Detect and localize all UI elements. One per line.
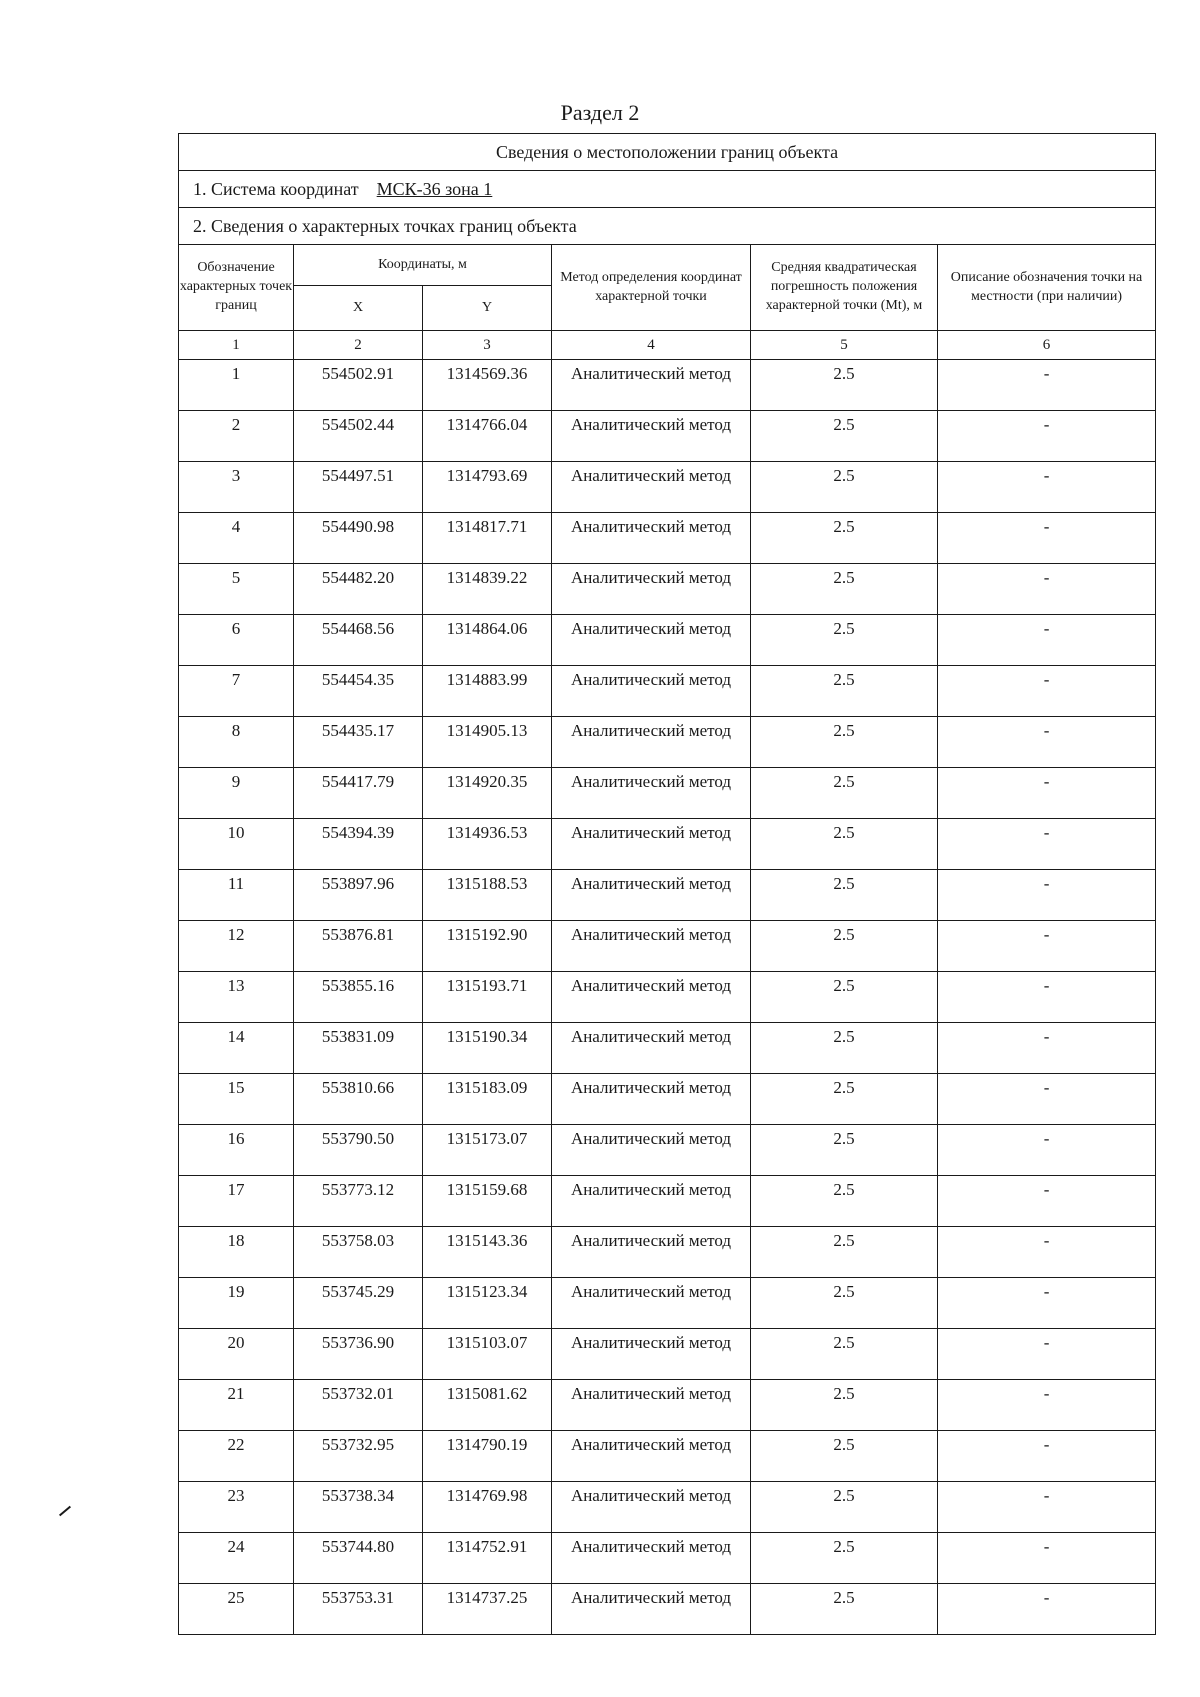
boundary-points-table (178, 133, 1156, 1635)
y-coordinate-cell: 1315183.09 (423, 1074, 552, 1125)
point-number-cell: 21 (179, 1380, 294, 1431)
point-number-cell: 8 (179, 717, 294, 768)
error-cell: 2.5 (751, 1278, 938, 1329)
y-coordinate-cell: 1314769.98 (423, 1482, 552, 1533)
method-cell: Аналитический метод (552, 870, 751, 921)
x-coordinate-cell: 553736.90 (294, 1329, 423, 1380)
x-coordinate-cell: 553732.95 (294, 1431, 423, 1482)
error-cell: 2.5 (751, 717, 938, 768)
point-number-cell: 7 (179, 666, 294, 717)
x-coordinate-cell: 553758.03 (294, 1227, 423, 1278)
description-cell: - (938, 360, 1156, 411)
header-error: Средняя квадратическая погрешность положения характерной точки (Mt), м (751, 245, 938, 331)
method-cell: Аналитический метод (552, 513, 751, 564)
error-cell: 2.5 (751, 870, 938, 921)
column-number: 5 (751, 331, 938, 360)
method-cell: Аналитический метод (552, 1482, 751, 1533)
x-coordinate-cell: 553744.80 (294, 1533, 423, 1584)
error-cell: 2.5 (751, 921, 938, 972)
method-cell: Аналитический метод (552, 768, 751, 819)
method-cell: Аналитический метод (552, 972, 751, 1023)
description-cell: - (938, 819, 1156, 870)
error-cell: 2.5 (751, 1125, 938, 1176)
y-coordinate-cell: 1315193.71 (423, 972, 552, 1023)
description-cell: - (938, 768, 1156, 819)
method-cell: Аналитический метод (552, 1227, 751, 1278)
y-coordinate-cell: 1314864.06 (423, 615, 552, 666)
method-cell: Аналитический метод (552, 1074, 751, 1125)
point-number-cell: 15 (179, 1074, 294, 1125)
column-number: 6 (938, 331, 1156, 360)
point-number-cell: 22 (179, 1431, 294, 1482)
description-cell: - (938, 972, 1156, 1023)
x-coordinate-cell: 553790.50 (294, 1125, 423, 1176)
x-coordinate-cell: 553876.81 (294, 921, 423, 972)
x-coordinate-cell: 553745.29 (294, 1278, 423, 1329)
x-coordinate-cell: 553855.16 (294, 972, 423, 1023)
error-cell: 2.5 (751, 1023, 938, 1074)
method-cell: Аналитический метод (552, 564, 751, 615)
y-coordinate-cell: 1314817.71 (423, 513, 552, 564)
table-row (179, 615, 1156, 666)
table-row (179, 768, 1156, 819)
point-number-cell: 4 (179, 513, 294, 564)
error-cell: 2.5 (751, 1380, 938, 1431)
y-coordinate-cell: 1314883.99 (423, 666, 552, 717)
table-row (179, 1329, 1156, 1380)
point-number-cell: 16 (179, 1125, 294, 1176)
point-number-cell: 25 (179, 1584, 294, 1635)
table-row (179, 870, 1156, 921)
header-designation: Обозначение характерных точек границ (179, 245, 294, 331)
header-method: Метод определения координат характерной точки (552, 245, 751, 331)
method-cell: Аналитический метод (552, 411, 751, 462)
error-cell: 2.5 (751, 666, 938, 717)
table-row (179, 513, 1156, 564)
y-coordinate-cell: 1315192.90 (423, 921, 552, 972)
x-coordinate-cell: 554502.44 (294, 411, 423, 462)
description-cell: - (938, 1074, 1156, 1125)
method-cell: Аналитический метод (552, 1125, 751, 1176)
description-cell: - (938, 666, 1156, 717)
coordinate-system-row (179, 171, 1156, 208)
description-cell: - (938, 870, 1156, 921)
method-cell: Аналитический метод (552, 1533, 751, 1584)
point-number-cell: 10 (179, 819, 294, 870)
table-row (179, 921, 1156, 972)
point-number-cell: 12 (179, 921, 294, 972)
x-coordinate-cell: 554435.17 (294, 717, 423, 768)
y-coordinate-cell: 1315190.34 (423, 1023, 552, 1074)
x-coordinate-cell: 553753.31 (294, 1584, 423, 1635)
method-cell: Аналитический метод (552, 819, 751, 870)
table-row (179, 819, 1156, 870)
y-coordinate-cell: 1314790.19 (423, 1431, 552, 1482)
table-row (179, 1074, 1156, 1125)
point-number-cell: 18 (179, 1227, 294, 1278)
x-coordinate-cell: 554394.39 (294, 819, 423, 870)
table-row (179, 1227, 1156, 1278)
method-cell: Аналитический метод (552, 462, 751, 513)
table-row (179, 972, 1156, 1023)
y-coordinate-cell: 1315173.07 (423, 1125, 552, 1176)
table-row (179, 1533, 1156, 1584)
error-cell: 2.5 (751, 411, 938, 462)
point-number-cell: 24 (179, 1533, 294, 1584)
error-cell: 2.5 (751, 1584, 938, 1635)
error-cell: 2.5 (751, 1482, 938, 1533)
table-row (179, 411, 1156, 462)
method-cell: Аналитический метод (552, 615, 751, 666)
y-coordinate-cell: 1314905.13 (423, 717, 552, 768)
x-coordinate-cell: 553897.96 (294, 870, 423, 921)
x-coordinate-cell: 553810.66 (294, 1074, 423, 1125)
point-number-cell: 1 (179, 360, 294, 411)
method-cell: Аналитический метод (552, 666, 751, 717)
column-number: 1 (179, 331, 294, 360)
x-coordinate-cell: 554502.91 (294, 360, 423, 411)
description-cell: - (938, 717, 1156, 768)
method-cell: Аналитический метод (552, 360, 751, 411)
error-cell: 2.5 (751, 1176, 938, 1227)
method-cell: Аналитический метод (552, 1176, 751, 1227)
section-title: Раздел 2 (560, 100, 640, 125)
error-cell: 2.5 (751, 819, 938, 870)
pen-mark (59, 1506, 71, 1517)
table-row (179, 1125, 1156, 1176)
description-cell: - (938, 411, 1156, 462)
y-coordinate-cell: 1314569.36 (423, 360, 552, 411)
method-cell: Аналитический метод (552, 1278, 751, 1329)
error-cell: 2.5 (751, 1329, 938, 1380)
description-cell: - (938, 1482, 1156, 1533)
points-section-title: 2. Сведения о характерных точках границ объекта (179, 208, 1156, 245)
description-cell: - (938, 513, 1156, 564)
y-coordinate-cell: 1314920.35 (423, 768, 552, 819)
point-number-cell: 5 (179, 564, 294, 615)
point-number-cell: 20 (179, 1329, 294, 1380)
point-number-cell: 14 (179, 1023, 294, 1074)
point-number-cell: 11 (179, 870, 294, 921)
point-number-cell: 6 (179, 615, 294, 666)
x-coordinate-cell: 554417.79 (294, 768, 423, 819)
y-coordinate-cell: 1314839.22 (423, 564, 552, 615)
table-row (179, 1278, 1156, 1329)
error-cell: 2.5 (751, 615, 938, 666)
point-number-cell: 17 (179, 1176, 294, 1227)
y-coordinate-cell: 1315143.36 (423, 1227, 552, 1278)
header-coordinates: Координаты, м (294, 245, 552, 286)
description-cell: - (938, 615, 1156, 666)
table-row (179, 1431, 1156, 1482)
column-number: 4 (552, 331, 751, 360)
y-coordinate-cell: 1314936.53 (423, 819, 552, 870)
x-coordinate-cell: 553831.09 (294, 1023, 423, 1074)
table-row (179, 462, 1156, 513)
error-cell: 2.5 (751, 360, 938, 411)
description-cell: - (938, 462, 1156, 513)
header-y: Y (423, 286, 552, 331)
description-cell: - (938, 1023, 1156, 1074)
error-cell: 2.5 (751, 513, 938, 564)
y-coordinate-cell: 1315123.34 (423, 1278, 552, 1329)
method-cell: Аналитический метод (552, 1431, 751, 1482)
description-cell: - (938, 921, 1156, 972)
table-row (179, 717, 1156, 768)
error-cell: 2.5 (751, 1533, 938, 1584)
table-row (179, 1023, 1156, 1074)
description-cell: - (938, 1227, 1156, 1278)
error-cell: 2.5 (751, 972, 938, 1023)
table-row (179, 564, 1156, 615)
error-cell: 2.5 (751, 1074, 938, 1125)
description-cell: - (938, 1125, 1156, 1176)
table-row (179, 360, 1156, 411)
description-cell: - (938, 1584, 1156, 1635)
point-number-cell: 13 (179, 972, 294, 1023)
y-coordinate-cell: 1314752.91 (423, 1533, 552, 1584)
point-number-cell: 23 (179, 1482, 294, 1533)
y-coordinate-cell: 1314766.04 (423, 411, 552, 462)
error-cell: 2.5 (751, 768, 938, 819)
description-cell: - (938, 1278, 1156, 1329)
table-row (179, 1482, 1156, 1533)
error-cell: 2.5 (751, 1431, 938, 1482)
y-coordinate-cell: 1314793.69 (423, 462, 552, 513)
table-caption: Сведения о местоположении границ объекта (179, 134, 1156, 171)
point-number-cell: 3 (179, 462, 294, 513)
error-cell: 2.5 (751, 564, 938, 615)
point-number-cell: 2 (179, 411, 294, 462)
coordinate-system-value: МСК-36 зона 1 (376, 178, 493, 199)
table-row (179, 666, 1156, 717)
column-number: 2 (294, 331, 423, 360)
point-number-cell: 9 (179, 768, 294, 819)
header-x: X (294, 286, 423, 331)
method-cell: Аналитический метод (552, 1584, 751, 1635)
header-description: Описание обозначения точки на местности (при наличии) (938, 245, 1156, 331)
description-cell: - (938, 1380, 1156, 1431)
table-row (179, 1584, 1156, 1635)
column-number: 3 (423, 331, 552, 360)
y-coordinate-cell: 1314737.25 (423, 1584, 552, 1635)
x-coordinate-cell: 554454.35 (294, 666, 423, 717)
point-number-cell: 19 (179, 1278, 294, 1329)
error-cell: 2.5 (751, 1227, 938, 1278)
description-cell: - (938, 1329, 1156, 1380)
description-cell: - (938, 1431, 1156, 1482)
description-cell: - (938, 1533, 1156, 1584)
x-coordinate-cell: 553732.01 (294, 1380, 423, 1431)
y-coordinate-cell: 1315188.53 (423, 870, 552, 921)
table-row (179, 1380, 1156, 1431)
method-cell: Аналитический метод (552, 921, 751, 972)
method-cell: Аналитический метод (552, 1023, 751, 1074)
y-coordinate-cell: 1315159.68 (423, 1176, 552, 1227)
description-cell: - (938, 564, 1156, 615)
x-coordinate-cell: 553738.34 (294, 1482, 423, 1533)
column-number-row (179, 331, 1156, 360)
method-cell: Аналитический метод (552, 1329, 751, 1380)
x-coordinate-cell: 554490.98 (294, 513, 423, 564)
method-cell: Аналитический метод (552, 717, 751, 768)
description-cell: - (938, 1176, 1156, 1227)
y-coordinate-cell: 1315081.62 (423, 1380, 552, 1431)
x-coordinate-cell: 553773.12 (294, 1176, 423, 1227)
y-coordinate-cell: 1315103.07 (423, 1329, 552, 1380)
x-coordinate-cell: 554497.51 (294, 462, 423, 513)
coordinate-system-label: 1. Система координат (193, 178, 359, 199)
method-cell: Аналитический метод (552, 1380, 751, 1431)
table-row (179, 1176, 1156, 1227)
x-coordinate-cell: 554468.56 (294, 615, 423, 666)
error-cell: 2.5 (751, 462, 938, 513)
x-coordinate-cell: 554482.20 (294, 564, 423, 615)
